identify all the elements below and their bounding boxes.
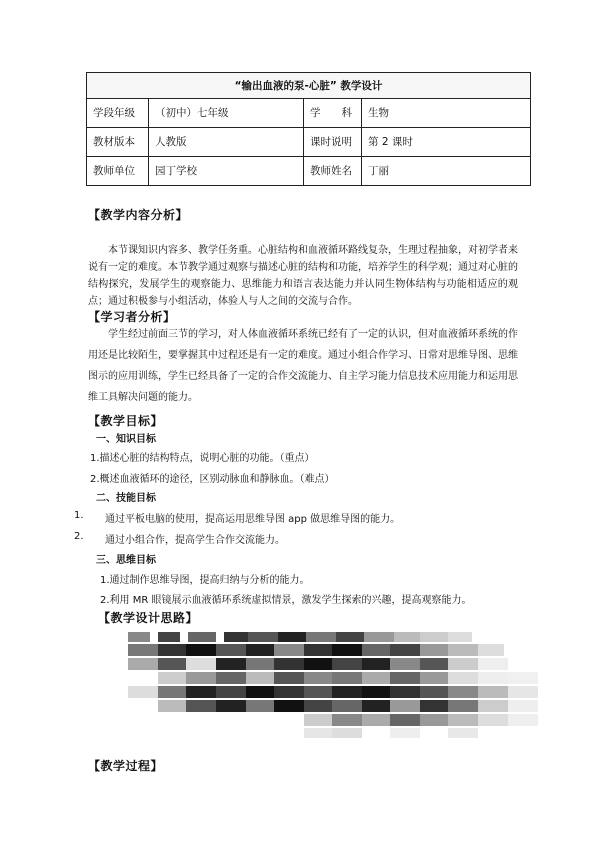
- table-row: [87, 99, 531, 128]
- value-school: 园丁学校: [149, 157, 304, 186]
- thinking-item-1: 1.通过制作思维导图，提高归纳与分析的能力。: [100, 575, 310, 586]
- label-teacher: 教师姓名: [304, 157, 362, 186]
- heading-objectives: 【教学目标】: [88, 414, 164, 428]
- value-period: 第 2 课时: [362, 128, 531, 157]
- skills-item-2: 通过小组合作，提高学生合作交流能力。: [105, 535, 285, 546]
- value-edition: 人教版: [149, 128, 304, 157]
- skills-num-2: 2.: [74, 531, 84, 542]
- skills-title: 二、技能目标: [96, 493, 156, 504]
- value-subject: 生物: [362, 99, 531, 128]
- document-title: “输出血液的泵-心脏” 教学设计: [87, 73, 531, 99]
- content-analysis-text: 本节课知识内容多、教学任务重。心脏结构和血液循环路线复杂，生理过程抽象，对初学者来说有一定的难度。本节教学通过观察与描述心脏的结构和功能，培养学生的科学观；通过对心脏的结构探究，发展学生的观察能力、思维能力和语言表达能力并认同生物体结构与功能相适应的观点；通过积极参与小组活动，体验人与人之间的交流与合作。: [88, 245, 518, 307]
- skills-num-1: 1.: [74, 510, 84, 521]
- heading-process: 【教学过程】: [88, 759, 164, 773]
- knowledge-title: 一、知识目标: [96, 434, 156, 445]
- heading-content-analysis: 【教学内容分析】: [88, 208, 189, 222]
- label-period: 课时说明: [304, 128, 362, 157]
- learner-analysis-text: 学生经过前面三节的学习，对人体血液循环系统已经有了一定的认识，但对血液循环系统的作用还是比较陌生，要掌握其中过程还是有一定的难度。通过小组合作学习、日常对思维导图、思维图示的应用训练，学生已经具备了一定的合作交流能力、自主学习能力信息技术应用能力和运用思维工具解决问题的能力。: [88, 329, 518, 403]
- redacted-mindmap-image: [128, 632, 542, 740]
- info-table: [86, 72, 531, 186]
- label-subject: 学 科: [304, 99, 362, 128]
- label-grade: 学段年级: [87, 99, 149, 128]
- thinking-title: 三、思维目标: [96, 555, 156, 566]
- knowledge-item-1: 1.描述心脏的结构特点，说明心脏的功能。（重点）: [90, 453, 315, 464]
- value-grade: （初中）七年级: [149, 99, 304, 128]
- knowledge-item-2: 2.概述血液循环的途径，区别动脉血和静脉血。（难点）: [90, 474, 335, 485]
- value-teacher: 丁丽: [362, 157, 531, 186]
- table-row: [87, 128, 531, 157]
- label-school: 教师单位: [87, 157, 149, 186]
- thinking-item-2: 2.利用 MR 眼镜展示血液循环系统虚拟情景，激发学生探索的兴趣，提高观察能力。: [100, 595, 472, 606]
- heading-design: 【教学设计思路】: [98, 611, 199, 625]
- table-row: [87, 157, 531, 186]
- skills-item-1: 通过平板电脑的使用，提高运用思维导图 app 做思维导图的能力。: [105, 514, 401, 525]
- label-edition: 教材版本: [87, 128, 149, 157]
- redacted-block: [128, 632, 538, 738]
- heading-learner-analysis: 【学习者分析】: [88, 310, 176, 324]
